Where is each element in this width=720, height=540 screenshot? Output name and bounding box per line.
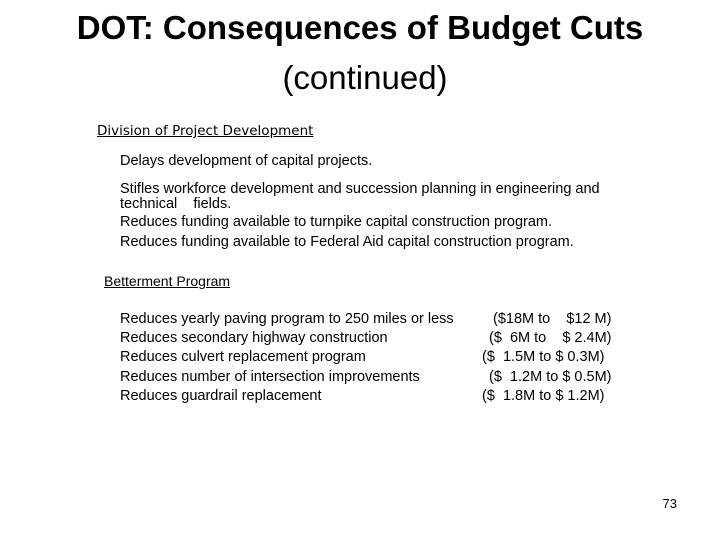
section-heading-project-development: Division of Project Development <box>97 123 314 139</box>
betterment-item-amount: ($ 1.8M to $ 1.2M) <box>482 388 605 404</box>
betterment-item-amount: ($ 1.5M to $ 0.3M) <box>482 349 605 365</box>
slide-subtitle <box>0 58 720 98</box>
section-heading-betterment-program: Betterment Program <box>104 273 231 289</box>
project-development-line: Reduces funding available to turnpike capital construction program. <box>120 214 553 230</box>
betterment-item-amount: ($ 1.2M to $ 0.5M) <box>489 369 612 385</box>
project-development-line: Delays development of capital projects. <box>120 153 373 169</box>
betterment-item-label: Reduces secondary highway construction <box>120 330 388 346</box>
betterment-item-amount: ($ 6M to $ 2.4M) <box>489 330 612 346</box>
subtitle-text: (continued) <box>282 59 448 96</box>
betterment-item-amount: ($18M to $12 M) <box>493 311 612 327</box>
betterment-item-label: Reduces number of intersection improvements <box>120 369 420 385</box>
slide-title: DOT: Consequences of Budget Cuts <box>76 9 644 46</box>
project-development-line: Stifles workforce development and succession planning in engineering and <box>120 181 600 197</box>
project-development-line: technical fields. <box>120 196 232 212</box>
project-development-line: Reduces funding available to Federal Aid capital construction program. <box>120 234 574 250</box>
betterment-item-label: Reduces yearly paving program to 250 miles or less <box>120 311 454 327</box>
page-number: 73 <box>662 496 677 511</box>
betterment-item-label: Reduces culvert replacement program <box>120 349 366 365</box>
betterment-item-label: Reduces guardrail replacement <box>120 388 322 404</box>
